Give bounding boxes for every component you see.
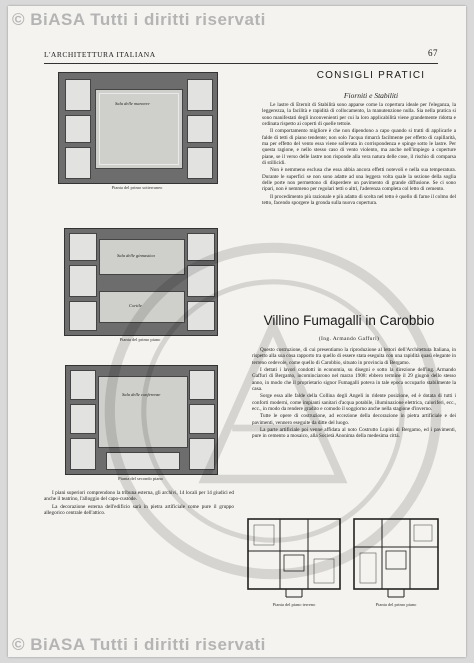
consigli-paragraph: Non è nemmeno esclusa che essa abbia ancora effetti notevoli e nella sua temperatura. Durante le superfici se non sono adatte ad una leggera volta quale la sezione della soglia delle porte non permettono di disperdere un pavimento di grande diffusione. Se ci sono ripari, non è nemmeno per regolari tetti o altri, l'aderenza completa col letto di cemento. bbox=[262, 167, 456, 193]
floor-plan-basement bbox=[58, 72, 218, 184]
plan-second-conference-label: Sala delle conferenze bbox=[122, 392, 161, 397]
plan-first-caption: Pianta del primo piano bbox=[119, 337, 161, 342]
plan-first-gym-label: Sala delle ginnastica bbox=[117, 253, 155, 258]
running-header bbox=[44, 50, 438, 62]
villa-first-plan-caption: Pianta del primo piano bbox=[375, 602, 417, 607]
journal-title: L'ARCHITETTURA ITALIANA bbox=[44, 50, 156, 59]
plan-basement-caption: Pianta del primo sotterraneo bbox=[111, 185, 163, 190]
villino-paragraph: Tutte le opere di costruzione, ad eccezione della decorazione in pietra artificiale e dei pavimenti, vennero eseguite da ditte del luogo. bbox=[252, 413, 456, 426]
document-page bbox=[8, 6, 466, 657]
page-number: 67 bbox=[428, 48, 438, 58]
watermark-bottom: © BiASA Tutti i diritti riservati bbox=[12, 635, 266, 654]
plan-second-caption: Pianta del secondo piano bbox=[118, 476, 163, 481]
seal-watermark-icon bbox=[103, 241, 443, 581]
plan-first-courtyard-label: Cortile bbox=[129, 303, 142, 308]
header-rule bbox=[44, 63, 438, 64]
consigli-paragraph: Il comportamento migliore è che non dipendono a capo quando si tratti di applicarle a falde di tetti di piano tendente; non solo l'acqua rimarrà facilmente per effetto di capillarità, ma per effetto del vento essa viene sollevata in corrispondenza e spinge sotto le lastre. Per questa ragione, e nello stesso caso di vento violento, ma anche nell'impiego a coperture piane, se il verso delle lastre non risponde alla vera natura delle cose, il rischio di comparsa di stillicidi. bbox=[262, 128, 456, 167]
article-title: Villino Fumagalli in Carobbio bbox=[263, 313, 435, 328]
left-paragraph: La decorazione esterna dell'edificio sarà in pietra artificiale come pure il gruppo allegorico centrale dell'attico. bbox=[44, 503, 234, 517]
villino-paragraph: Sorge essa alle falde della Collina degli Angeli in ridente posizione, ed è dotata di tutti i conforti moderni, come impianti sanitari d'acqua potabile, illuminazione elettrica, caloriferi, ecc., ecc., in modo da rendere gradito e comodo il soggiorno anche nella stagione d'inverno. bbox=[252, 393, 456, 413]
section-title: CONSIGLI PRATICI bbox=[316, 70, 426, 81]
consigli-text bbox=[262, 102, 456, 208]
villino-paragraph: La parte artificiale poi venne affidata al noto Costrutto Lupini di Bergamo, ed i pavimenti, pure in cemento a mosaico, alla Società Anonima della medesima città. bbox=[252, 427, 456, 440]
section-subtitle: Fiorniti e Stabiliti bbox=[343, 91, 399, 100]
villino-paragraph: I dettati i lavori condotti in economia, su disegni e sotto la direzione dell'ing. Armando Gaffuri di Bergamo, incominciarono nel marzo 1908: ebbero termine il 29 giugno dello stesso anno, in modo che il proprietario signor Fumagalli poteva in tale epoca occuparlo stabilmente la casa. bbox=[252, 367, 456, 393]
article-architect: (Ing. Armando Gaffuri) bbox=[318, 336, 380, 342]
villa-ground-plan-caption: Pianta del piano terreno bbox=[272, 602, 316, 607]
consigli-paragraph: Le lastre di Eternit di Stabilità sono apparse come la copertura ideale per l'eleganza, la leggerezza, la facilità e rapidità di collocamento, la manutenzione nulla. Sia nella pratica si sono manifestati degli inconvenienti per cui la loro applicabilità viene grandemente ridotta e ordinata rispetto ai coperti di quelle tettoie. bbox=[262, 102, 456, 128]
watermark-top: © BiASA Tutti i diritti riservati bbox=[12, 10, 266, 29]
villino-paragraph: Questo costruzione, di cui presentiamo la riproduzione al lettori dell'Architettura Italiana, in rispetto alla sua cosa rapporto tra quello di essere stata eseguita con una rapidità quasi elegante in terreno cedevole, come quello di Carobbio, situato in provincia di Bergamo. bbox=[252, 347, 456, 366]
consigli-paragraph: Il procedimento più razionale e più adatto di scelta nel tetto è quello di farne il colmo del tetto, facendo sporgere la gronda sulla nuova copertura. bbox=[262, 193, 456, 207]
plan-basement-room-label: Sala delle manovre bbox=[115, 101, 150, 106]
left-paragraph: I piani superiori comprendono la tribuna esterna, gli archivi, 14 locali per 14 giudici ed anche il teatrino, l'alloggio del capo-custode. bbox=[44, 490, 234, 503]
